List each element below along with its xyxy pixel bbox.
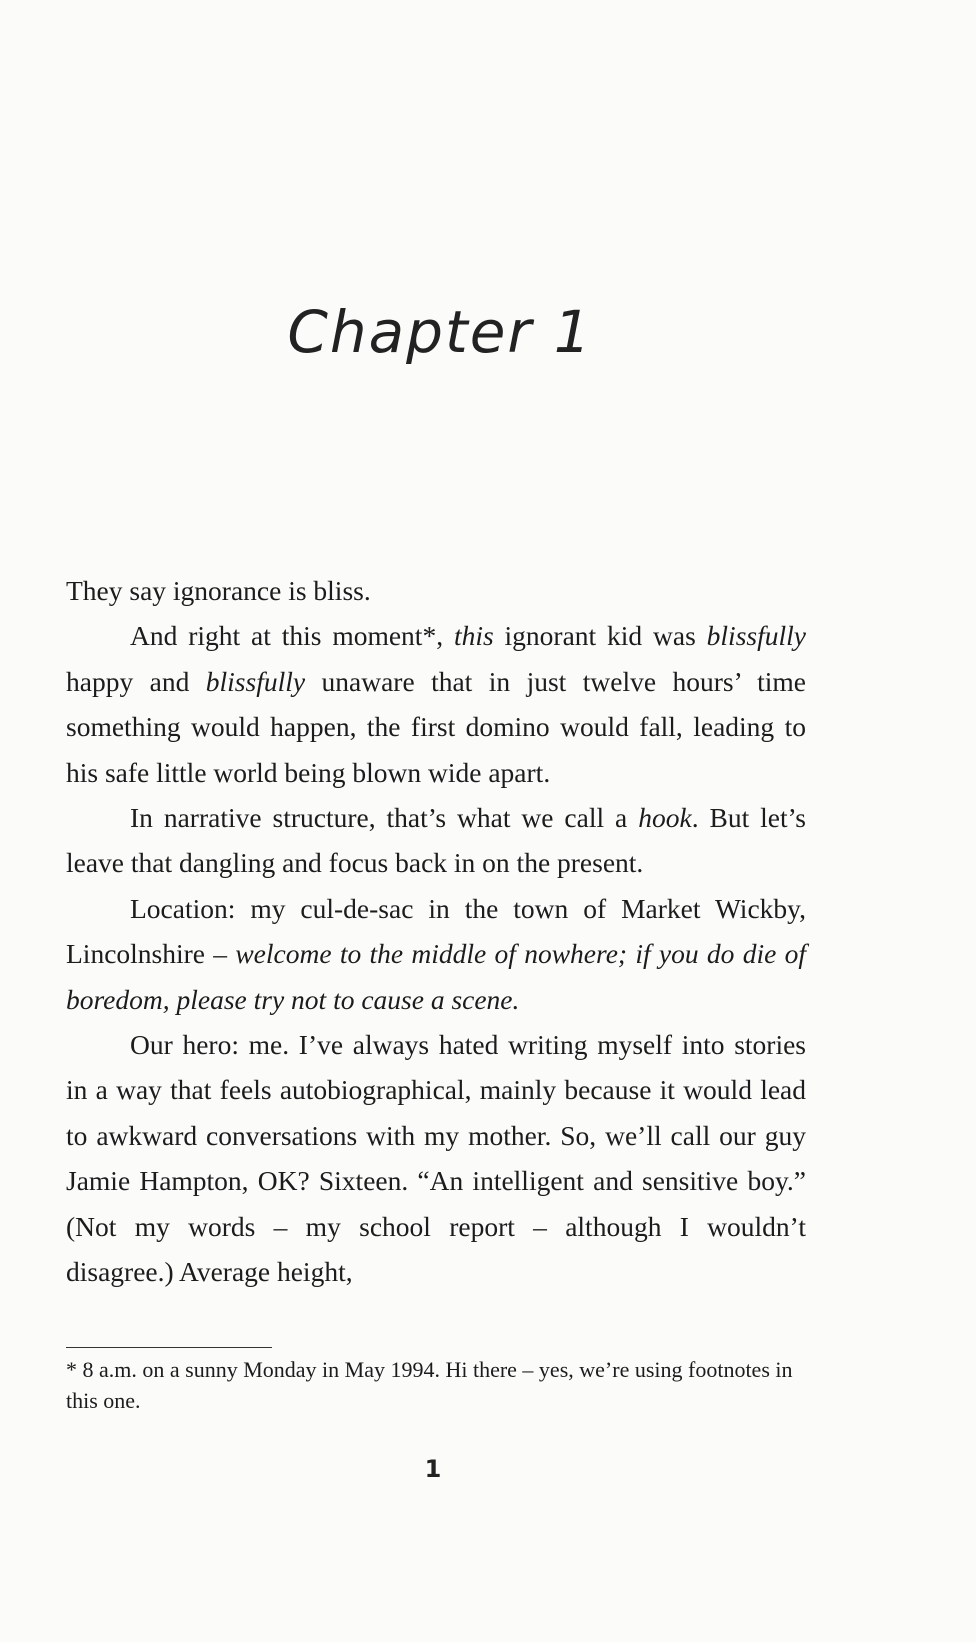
text-span: They say ignorance is bliss.	[66, 575, 371, 606]
paragraph	[66, 568, 806, 613]
footnote: * 8 a.m. on a sunny Monday in May 1994. Hi there – yes, we’re using footnotes in this one.	[66, 1357, 793, 1413]
text-span: Our hero: me. I’ve always hated writing myself into stories in a way that feels autobiographical, mainly because it would lead to awkward conversations with my mother. So, we’ll call our guy Jamie Hampton, OK? Sixteen. “An intelligent and sensitive boy.” (Not my words – my school report – although I wouldn’t disagree.) Average height,	[66, 1029, 806, 1288]
italic-text: hook	[638, 802, 692, 834]
italic-text: welcome to the middle of nowhere; if you do die of boredom, please try not to cause a scene.	[66, 938, 806, 1015]
italic-text: blissfully	[205, 665, 306, 697]
page-number: 1	[424, 1455, 442, 1483]
paragraph	[66, 886, 806, 1022]
text-span: happy and	[66, 665, 206, 697]
paragraph	[66, 795, 806, 886]
paragraph	[66, 613, 806, 795]
chapter-title: Chapter 1	[287, 298, 593, 366]
text-span: In narrative structure, that’s what we call a	[130, 802, 639, 834]
italic-text: this	[453, 620, 494, 652]
text-span: Location: my cul-de-sac in the town of Market Wickby, Lincolnshire –	[66, 892, 806, 970]
text-span: unaware that in just twelve hours’ time something would happen, the first domino would fall, leading to his safe little world being blown wide apart.	[66, 665, 806, 788]
text-span: . But let’s leave that dangling and focus back in on the present.	[66, 802, 806, 879]
body-text	[66, 568, 806, 1295]
text-span: ignorant kid was	[493, 620, 707, 652]
footnote-divider	[66, 1347, 272, 1348]
italic-text: blissfully	[706, 620, 806, 652]
text-span: And right at this moment*,	[130, 620, 454, 652]
paragraph	[66, 1022, 806, 1294]
